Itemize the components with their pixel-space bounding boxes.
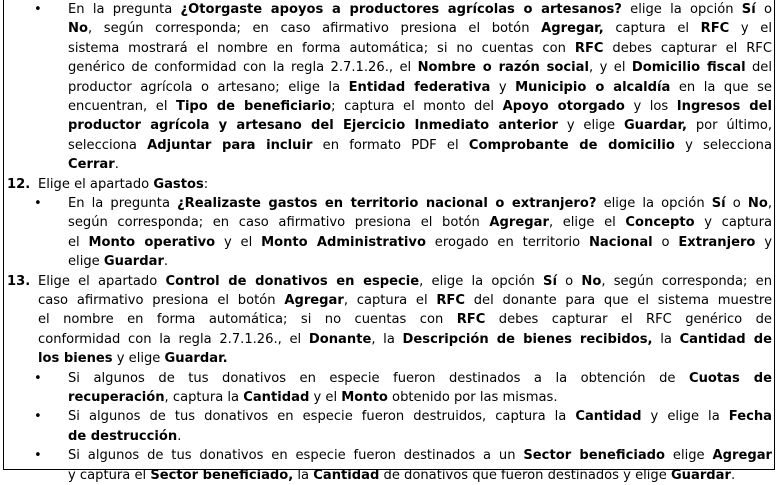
item-12-number: 12. — [7, 176, 31, 192]
bullet-marker: • — [34, 409, 42, 425]
item-11-bullet-line: Cerrar. — [68, 157, 119, 173]
item-11-bullet-line: sistema mostrará el nombre en forma automática; si no cuentas con RFC debes capturar el RFC — [68, 40, 772, 56]
item-11-bullet-line: No, según corresponda; en caso afirmativo presiona el botón Agregar, captura el RFC y el — [68, 21, 772, 37]
item-12-line: Elige el apartado Gastos: — [38, 176, 209, 192]
item-13-bullet-3-line: Si algunos de tus donativos en especie fueron destinados a un Sector beneficiado elige Agregar — [68, 448, 772, 464]
item-13-line: Elige el apartado Control de donativos en especie, elige la opción Sí o No, según corresponda; en — [38, 273, 772, 289]
bullet-marker: • — [34, 370, 42, 386]
item-13-bullet-1-line: Si algunos de tus donativos en especie fueron destinados a la obtención de Cuotas de — [68, 370, 772, 386]
item-13-line: caso afirmativo presiona el botón Agregar, captura el RFC del donante para que el sistema muestre — [38, 293, 772, 308]
item-11-bullet-line: genérico de conformidad con la regla 2.7.1.26., el Nombre o razón social, y el Domicilio fiscal del — [68, 60, 772, 76]
item-11-bullet-line: productor agrícola y artesano del Ejercicio Inmediato anterior y elige Guardar, por último, — [68, 118, 772, 134]
bullet-marker: • — [34, 196, 42, 211]
item-12-bullet-line: En la pregunta ¿Realizaste gastos en territorio nacional o extranjero? elige la opción Sí o No, — [68, 196, 772, 211]
item-11-bullet-line: En la pregunta ¿Otorgaste apoyos a productores agrícolas o artesanos? elige la opción Sí o — [68, 2, 772, 17]
item-13-line: los bienes y elige Guardar. — [38, 351, 228, 367]
item-11-bullet-line: selecciona Adjuntar para incluir en formato PDF el Comprobante de domicilio y selecciona — [68, 137, 772, 153]
bullet-marker: • — [34, 2, 42, 17]
item-13-line: conformidad con la regla 2.7.1.26., el Donante, la Descripción de bienes recibidos, la Cantidad de — [38, 331, 772, 347]
item-13-bullet-2-line: de destrucción. — [68, 428, 182, 444]
bullet-marker: • — [34, 448, 42, 464]
item-13-number: 13. — [7, 273, 31, 289]
item-11-bullet-line: encuentran, el Tipo de beneficiario; captura el monto del Apoyo otorgado y los Ingresos del — [68, 99, 772, 114]
item-13-line: el nombre en forma automática; si no cuentas con RFC debes capturar el RFC genérico de — [38, 312, 772, 328]
item-13-bullet-2-line: Si algunos de tus donativos en especie fueron destruidos, captura la Cantidad y elige la Fecha — [68, 409, 772, 425]
item-13-bullet-3-line: y captura el Sector beneficiado, la Cantidad de donativos que fueron destinados y elige Guardar. — [68, 467, 736, 483]
item-11-bullet-line: productor agrícola o artesano; elige la Entidad federativa y Municipio o alcaldía en la que se — [68, 79, 772, 95]
item-12-bullet-line: el Monto operativo y el Monto Administrativo erogado en territorio Nacional o Extranjero y — [68, 234, 772, 250]
item-12-bullet-line: elige Guardar. — [68, 254, 169, 270]
item-12-bullet-line: según corresponda; en caso afirmativo presiona el botón Agregar, elige el Concepto y captura — [68, 215, 772, 231]
item-13-bullet-1-line: recuperación, captura la Cantidad y el Monto obtenido por las mismas. — [68, 390, 558, 405]
